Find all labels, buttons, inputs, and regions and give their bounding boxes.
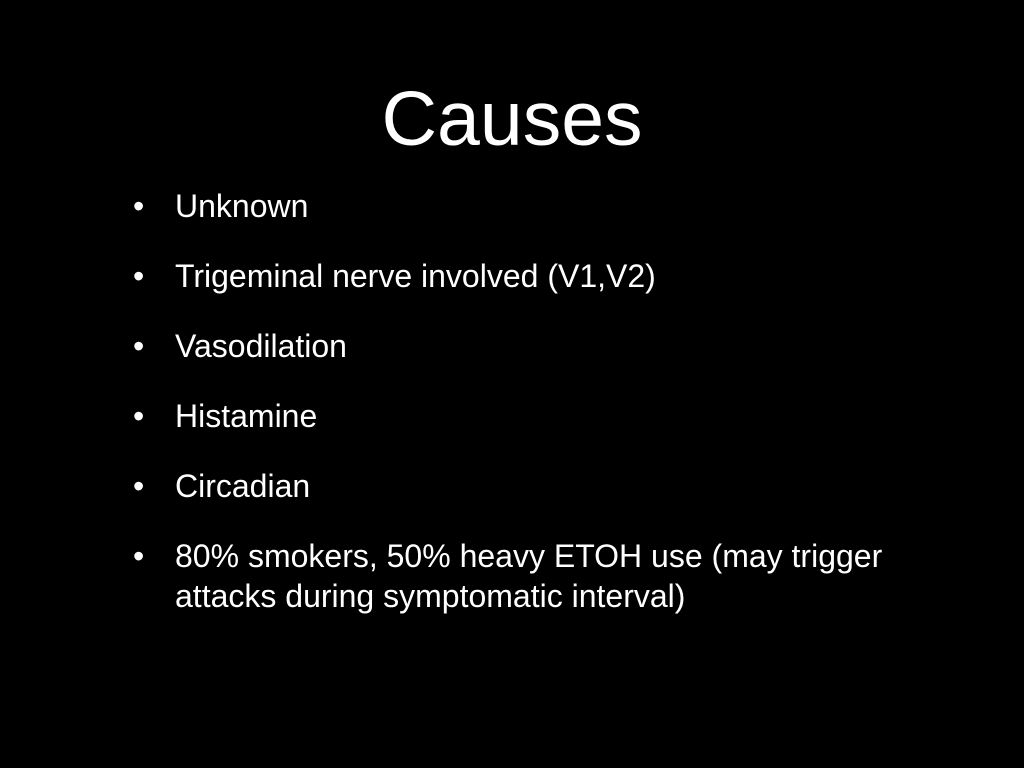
bullet-dot-icon: •: [133, 258, 145, 294]
bullet-text: Circadian: [175, 468, 311, 504]
bullet-text: 80% smokers, 50% heavy ETOH use (may trigger attacks during symptomatic interval): [175, 538, 883, 614]
bullet-item: [128, 256, 948, 296]
bullet-text: Unknown: [175, 188, 309, 224]
bullet-text: Vasodilation: [175, 328, 347, 364]
slide-title: Causes: [381, 76, 643, 162]
bullet-item: [128, 536, 948, 616]
bullet-item: [128, 466, 948, 506]
bullet-dot-icon: •: [133, 328, 145, 364]
bullet-item: [128, 186, 948, 226]
bullet-dot-icon: •: [133, 468, 145, 504]
bullet-text: Trigeminal nerve involved (V1,V2): [175, 258, 656, 294]
bullet-dot-icon: •: [133, 188, 145, 224]
bullet-item: [128, 326, 948, 366]
bullet-dot-icon: •: [133, 538, 145, 574]
bullet-item: [128, 396, 948, 436]
bullet-dot-icon: •: [133, 398, 145, 434]
bullet-text: Histamine: [175, 398, 318, 434]
bullet-list: [128, 186, 948, 646]
